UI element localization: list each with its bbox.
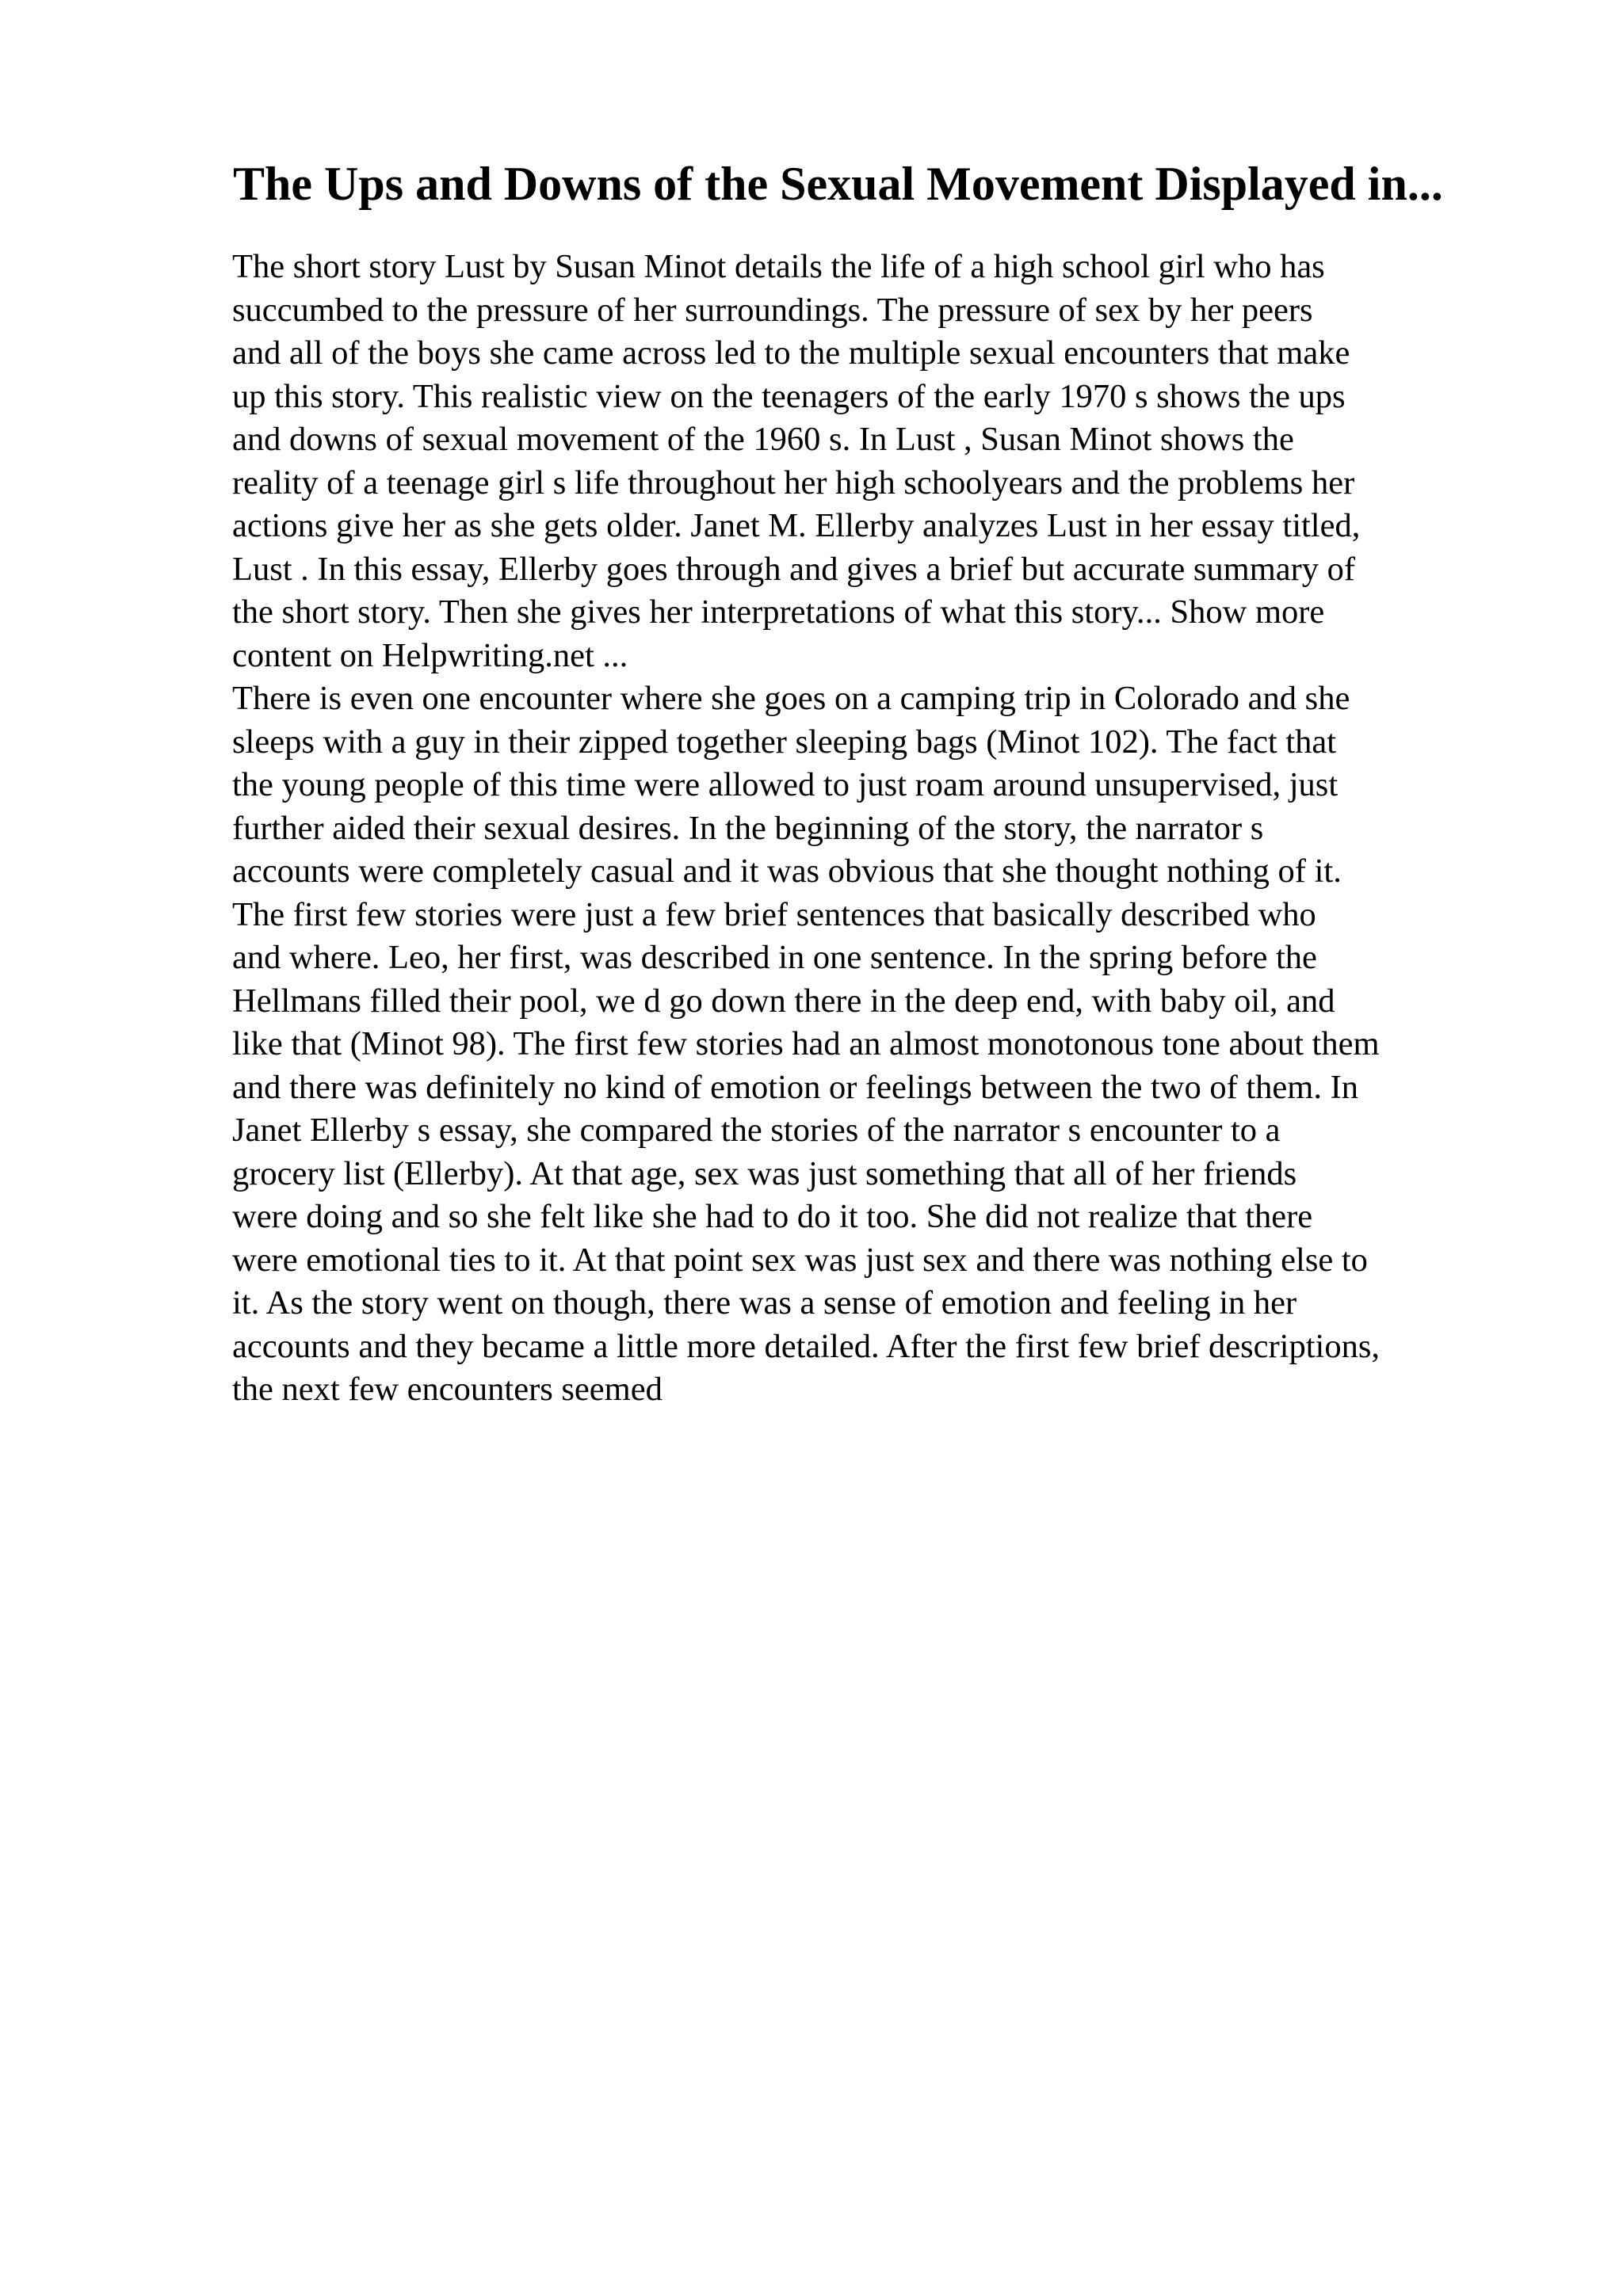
body-text-line: succumbed to the pressure of her surroundings. The pressure of sex by her peers [232, 291, 1313, 329]
body-text-line: content on Helpwriting.net ... [232, 636, 628, 674]
body-text-line: There is even one encounter where she goes on a camping trip in Colorado and she [232, 680, 1350, 717]
body-text-line: the next few encounters seemed [232, 1371, 663, 1408]
body-text-line: and downs of sexual movement of the 1960 s. In Lust , Susan Minot shows the [232, 421, 1294, 458]
body-text-line: grocery list (Ellerby). At that age, sex was just something that all of her friends [232, 1154, 1297, 1192]
body-text-line: The first few stories were just a few brief sentences that basically described who [232, 895, 1316, 933]
body-text-line: were doing and so she felt like she had to do it too. She did not realize that there [232, 1198, 1313, 1235]
body-text-line: sleeps with a guy in their zipped together sleeping bags (Minot 102). The fact that [232, 723, 1337, 761]
body-text-line: and where. Leo, her first, was described in one sentence. In the spring before the [232, 939, 1317, 976]
body-text-line: and all of the boys she came across led to the multiple sexual encounters that make [232, 334, 1350, 372]
body-text-line: Lust . In this essay, Ellerby goes through and gives a brief but accurate summary of [232, 550, 1356, 588]
body-text-line: Janet Ellerby s essay, she compared the stories of the narrator s encounter to a [232, 1112, 1281, 1149]
body-text-line: further aided their sexual desires. In the beginning of the story, the narrator s [232, 809, 1264, 847]
document-body [232, 246, 1595, 1412]
body-text-line: actions give her as she gets older. Janet M. Ellerby analyzes Lust in her essay titled, [232, 507, 1361, 544]
body-text-line: were emotional ties to it. At that point sex was just sex and there was nothing else to [232, 1241, 1368, 1279]
body-text-line: the short story. Then she gives her interpretations of what this story... Show more [232, 593, 1325, 631]
body-text-line: up this story. This realistic view on the teenagers of the early 1970 s shows the ups [232, 377, 1346, 415]
body-text-line: reality of a teenage girl s life throughout her high schoolyears and the problems her [232, 463, 1355, 502]
body-text-line: the young people of this time were allowed to just roam around unsupervised, just [232, 766, 1338, 803]
body-text-line: and there was definitely no kind of emotion or feelings between the two of them. In [232, 1068, 1358, 1106]
body-text-line: The short story Lust by Susan Minot details the life of a high school girl who has [232, 248, 1325, 285]
body-text-line: like that (Minot 98). The first few stories had an almost monotonous tone about them [232, 1025, 1380, 1062]
body-text-line: accounts and they became a little more detailed. After the first few brief descriptions, [232, 1327, 1380, 1365]
body-text-line: Hellmans filled their pool, we d go down there in the deep end, with baby oil, and [232, 982, 1335, 1020]
body-text-line: accounts were completely casual and it was obvious that she thought nothing of it. [232, 852, 1342, 890]
body-text-line: it. As the story went on though, there was a sense of emotion and feeling in her [232, 1284, 1297, 1322]
document-title: The Ups and Downs of the Sexual Movement Displayed in... [233, 158, 1443, 210]
